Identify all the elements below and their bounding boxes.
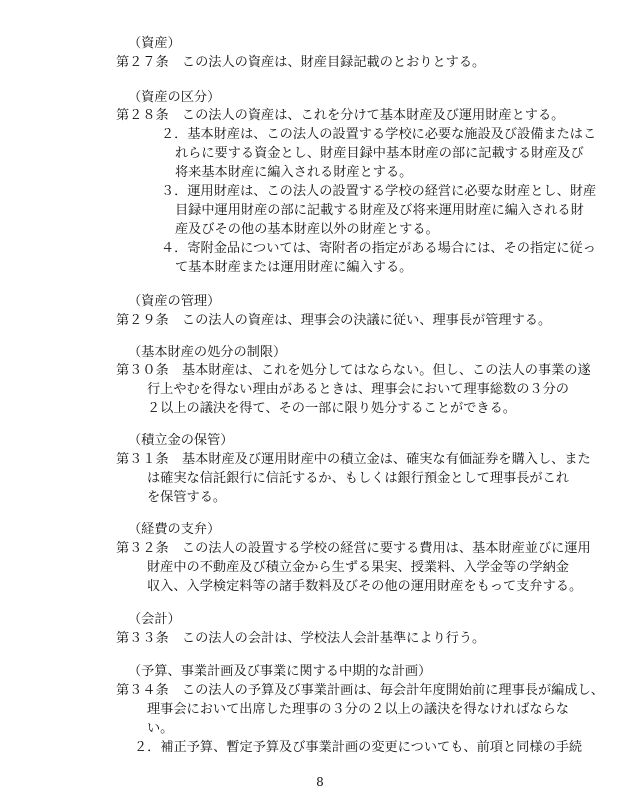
- article-28-line-8: ４．寄附金品については、寄附者の指定がある場合には、その指定に従っ: [161, 241, 596, 256]
- article-33-caption: （会計）: [128, 612, 181, 627]
- page-number: 8: [316, 775, 324, 789]
- article-32-caption: （経費の支弁）: [128, 522, 221, 537]
- article-28-line-4: 将来基本財産に編入される財産とする。: [175, 165, 413, 180]
- article-28-caption: （資産の区分）: [128, 90, 221, 105]
- article-28-line-7: 産及びその他の基本財産以外の財産とする。: [175, 222, 439, 237]
- article-32-line-2: 財産中の不動産及び積立金から生ずる果実、授業料、入学金等の学納金: [147, 560, 569, 575]
- article-27-caption: （資産）: [128, 36, 181, 51]
- article-31-caption: （積立金の保管）: [128, 433, 234, 448]
- article-31-line-3: を保管する。: [147, 490, 227, 505]
- article-33-line-1: 第３３条 この法人の会計は、学校法人会計基準により行う。: [116, 631, 486, 646]
- article-34-line-1: 第３４条 この法人の予算及び事業計画は、毎会計年度開始前に理事長が編成し、: [116, 683, 604, 698]
- article-29-caption: （資産の管理）: [128, 294, 221, 309]
- article-28-line-3: れらに要する資金とし、財産目録中基本財産の部に記載する財産及び: [175, 146, 584, 161]
- article-34-line-4: ２．補正予算、暫定予算及び事業計画の変更についても、前項と同様の手続: [134, 740, 583, 755]
- article-30-caption: （基本財産の処分の制限）: [128, 345, 287, 360]
- article-31-line-2: は確実な信託銀行に信託するか、もしくは銀行預金として理事長がこれ: [147, 471, 569, 486]
- article-28-line-5: ３．運用財産は、この法人の設置する学校の経営に必要な財産とし、財産: [161, 184, 597, 199]
- article-30-line-3: ２以上の議決を得て、その一部に限り処分することができる。: [147, 401, 516, 416]
- article-28-line-1: 第２８条 この法人の資産は、これを分けて基本財産及び運用財産とする。: [116, 108, 565, 123]
- article-34-line-2: 理事会において出席した理事の３分の２以上の議決を得なければならな: [147, 702, 569, 717]
- article-31-line-1: 第３１条 基本財産及び運用財産中の積立金は、確実な有価証券を購入し、また: [116, 452, 591, 467]
- article-34-caption: （予算、事業計画及び事業に関する中期的な計画）: [128, 664, 432, 679]
- article-30-line-1: 第３０条 基本財産は、これを処分してはならない。但し、この法人の事業の遂: [116, 363, 591, 378]
- article-27-line-1: 第２７条 この法人の資産は、財産目録記載のとおりとする。: [116, 55, 486, 70]
- article-30-line-2: 行上やむを得ない理由があるときは、理事会において理事総数の３分の: [147, 382, 569, 397]
- article-34-line-3: い。: [147, 721, 174, 736]
- article-28-line-9: て基本財産または運用財産に編入する。: [175, 260, 413, 275]
- article-29-line-1: 第２９条 この法人の資産は、理事会の決議に従い、理事長が管理する。: [116, 313, 552, 328]
- article-32-line-3: 収入、入学検定料等の諸手数料及びその他の運用財産をもって支弁する。: [147, 579, 583, 594]
- article-28-line-2: ２．基本財産は、この法人の設置する学校に必要な施設及び設備またはこ: [161, 127, 597, 142]
- article-32-line-1: 第３２条 この法人の設置する学校の経営に要する費用は、基本財産並びに運用: [116, 541, 591, 556]
- article-28-line-6: 目録中運用財産の部に記載する財産及び将来運用財産に編入される財: [175, 203, 584, 218]
